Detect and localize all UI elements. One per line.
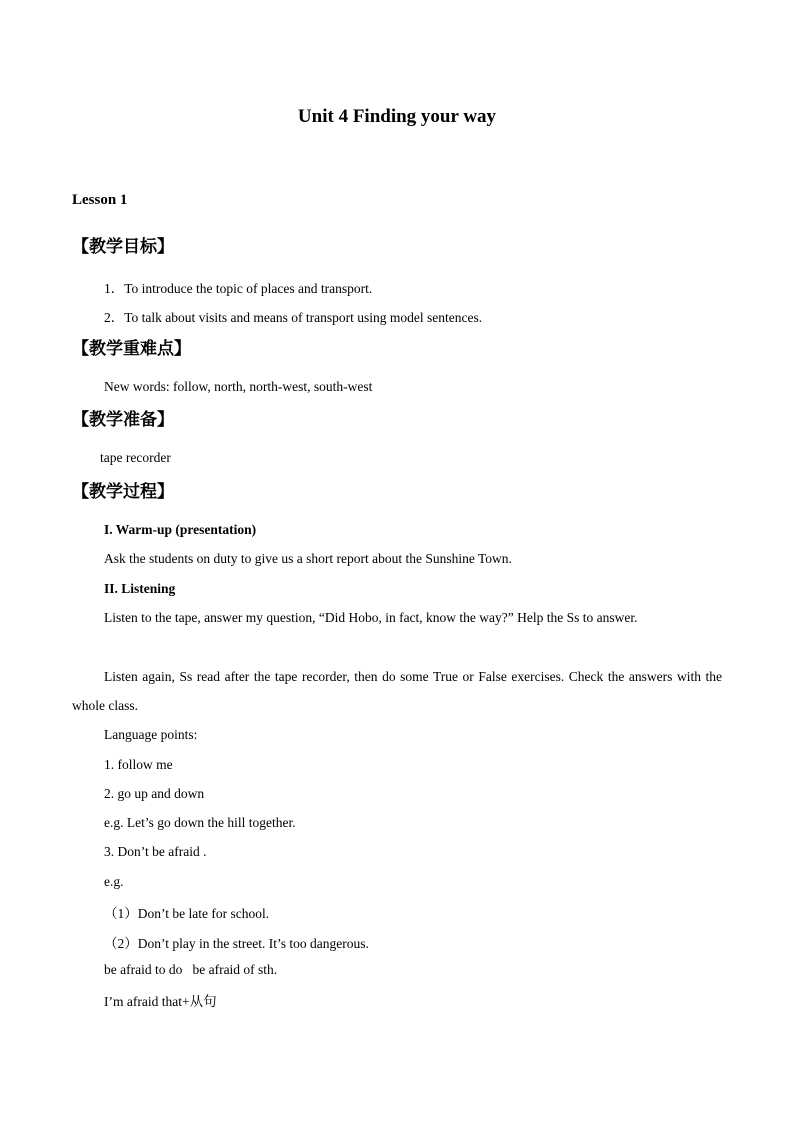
listening-paragraph-1: Listen to the tape, answer my question, “Did Hobo, in fact, know the way?” Help the Ss to answer. (104, 610, 638, 625)
objective-item: 2．To talk about visits and means of transport using model sentences. (104, 310, 483, 325)
section-process-heading: 【教学过程】 (72, 482, 174, 501)
document-title: Unit 4 Finding your way (297, 106, 497, 127)
afraid-that-phrase: I’m afraid that+从句 (104, 994, 217, 1009)
language-point-item: 2. go up and down (104, 786, 205, 801)
section-objectives-heading: 【教学目标】 (72, 237, 174, 256)
example-sentence: （1）Don’t be late for school. (104, 906, 270, 921)
lesson-heading: Lesson 1 (72, 192, 128, 208)
example-sentence: （2）Don’t play in the street. It’s too dangerous. (104, 936, 369, 951)
new-words-text: New words: follow, north, north-west, south-west (104, 379, 373, 394)
preparation-text: tape recorder (100, 450, 171, 465)
warmup-heading: I. Warm-up (presentation) (104, 522, 257, 537)
language-points-label: Language points: (104, 727, 198, 742)
language-point-item: 1. follow me (104, 757, 173, 772)
example-sentence: e.g. Let’s go down the hill together. (104, 815, 296, 830)
example-label: e.g. (104, 874, 124, 889)
section-preparation-heading: 【教学准备】 (72, 410, 174, 429)
afraid-phrases: be afraid to do be afraid of sth. (104, 962, 278, 977)
listening-heading: II. Listening (104, 581, 176, 596)
warmup-text: Ask the students on duty to give us a short report about the Sunshine Town. (104, 551, 512, 566)
language-point-item: 3. Don’t be afraid . (104, 844, 207, 859)
objective-item: 1．To introduce the topic of places and transport. (104, 281, 373, 296)
listening-paragraph-2: Listen again, Ss read after the tape recorder, then do some True or False exercises. Check the answers with the whole class. (72, 669, 722, 713)
section-key-points-heading: 【教学重难点】 (72, 339, 191, 358)
